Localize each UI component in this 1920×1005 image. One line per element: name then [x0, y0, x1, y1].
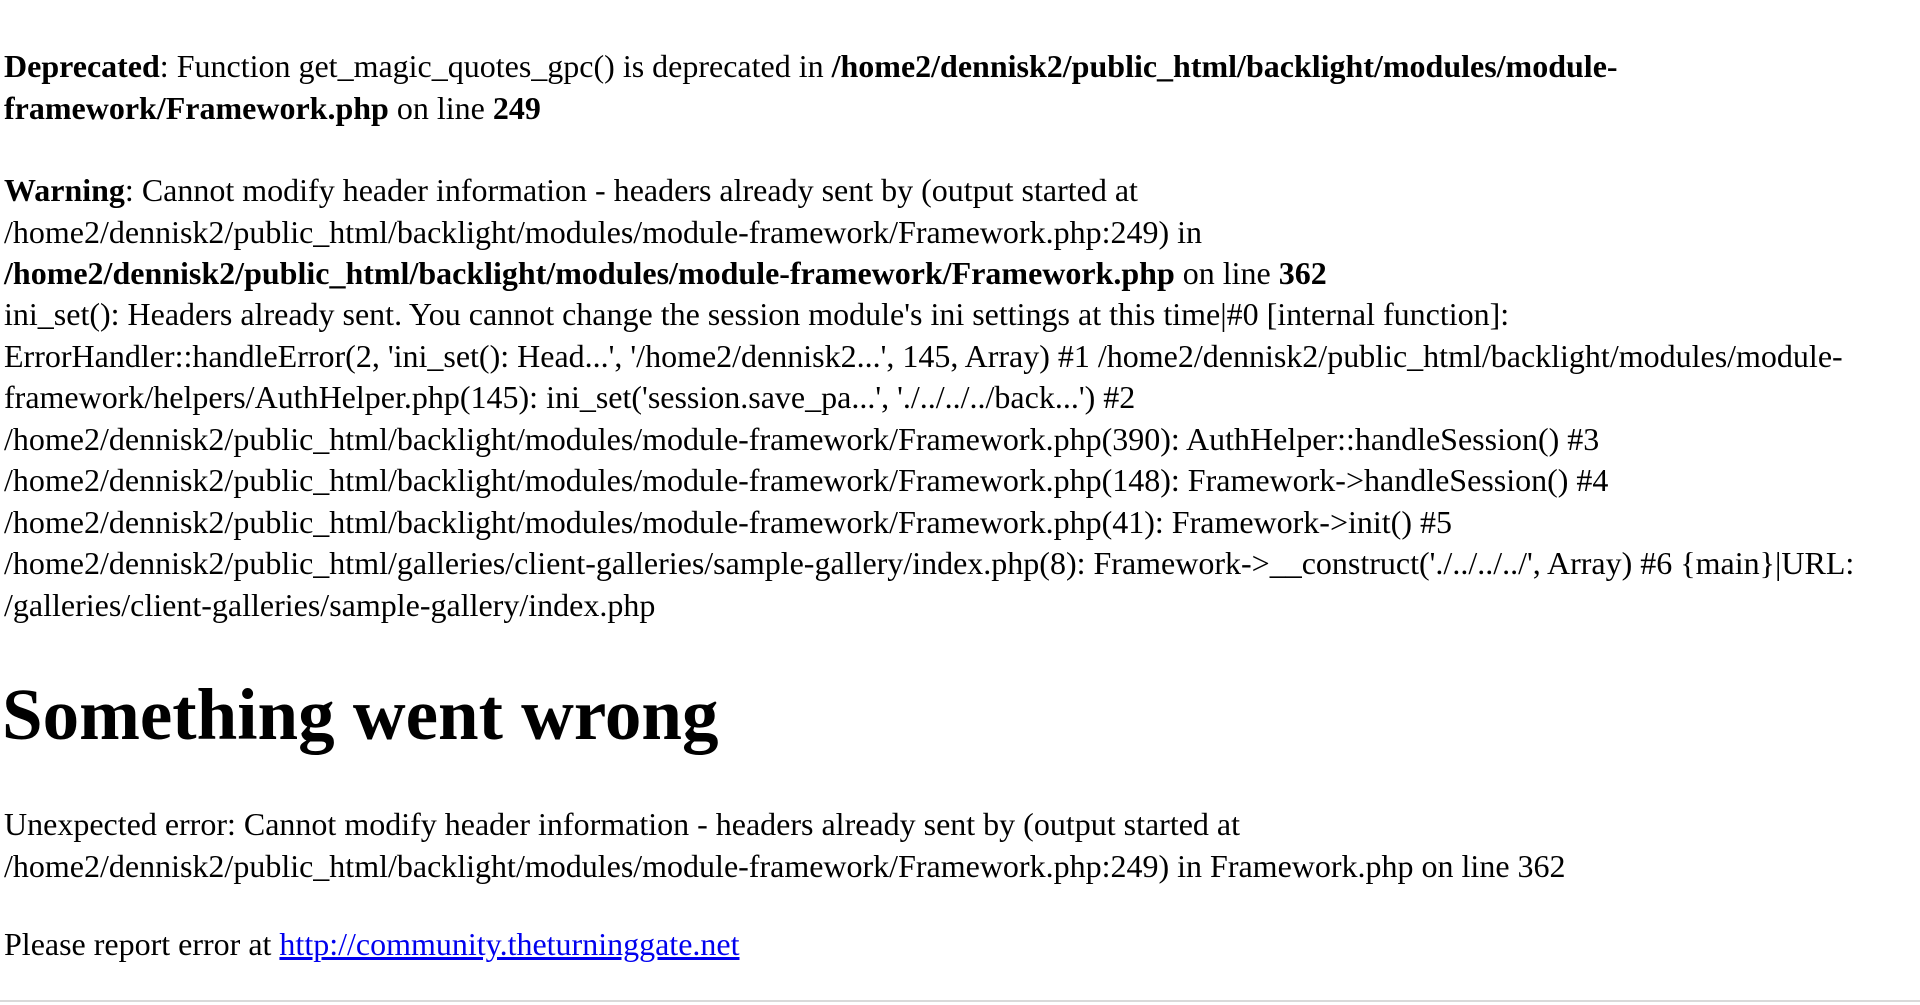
warning-separator: : — [124, 172, 142, 208]
deprecated-message: Function get_magic_quotes_gpc() is deprecated in — [176, 48, 832, 84]
deprecated-notice — [4, 46, 1884, 129]
warning-file-path: /home2/dennisk2/public_html/backlight/modules/module-framework/Framework.php — [4, 255, 1175, 291]
report-prefix: Please report error at — [4, 926, 280, 962]
deprecated-line-number: 249 — [492, 89, 541, 126]
deprecated-label: Deprecated — [4, 48, 160, 84]
warning-message: Cannot modify header information - headers already sent by (output started at /home2/dennisk2/public_html/backlight/modules/module-framework/Framework.php:249) in — [4, 172, 1203, 250]
community-link[interactable]: http://community.theturninggate.net — [279, 926, 740, 962]
warning-on-line: on line — [1174, 255, 1279, 291]
deprecated-file-path: /home2/dennisk2/public_html/backlight/modules/module-framework/Framework.php — [4, 48, 1618, 126]
stack-trace: ini_set(): Headers already sent. You cannot change the session module's ini settings at this time|#0 [internal function]: ErrorHandler::handleError(2, 'ini_set(): Head...', '/home2/dennisk2...', 145, Array) #1 /home2/dennisk2/public_html/backlight/modules/module-framework/helpers/AuthHelper.php(145): ini_set('session.save_pa...', './../../../back...') #2 /home2/dennisk2/public_html/backlight/modules/module-framework/Framework.php(390): AuthHelper::handleSession() #3 /home2/dennisk2/public_html/backlight/modules/module-framework/Framework.php(148): Framework->handleSession() #4 /home2/dennisk2/public_html/backlight/modules/module-framework/Framework.php(41): Framework->init() #5 /home2/dennisk2/public_html/galleries/client-galleries/sample-gallery/index.php(8): Framework->__construct('./../../../', Array) #6 {main}|URL: /galleries/client-galleries/sample-gallery/index.php — [4, 296, 1855, 623]
unexpected-error-message: Unexpected error: Cannot modify header information - headers already sent by (output started at /home2/dennisk2/public_html/backlight/modules/module-framework/Framework.php:249) in Framework.php on line 362 — [4, 806, 1566, 884]
deprecated-separator: : — [159, 48, 177, 84]
report-error-line — [4, 924, 1884, 966]
page-title: Something went wrong — [2, 674, 719, 755]
warning-label: Warning — [4, 172, 125, 208]
bottom-divider — [0, 1000, 1920, 1002]
warning-line-number: 362 — [1278, 255, 1327, 291]
deprecated-on-line: on line — [388, 89, 493, 126]
warning-notice — [4, 170, 1884, 295]
